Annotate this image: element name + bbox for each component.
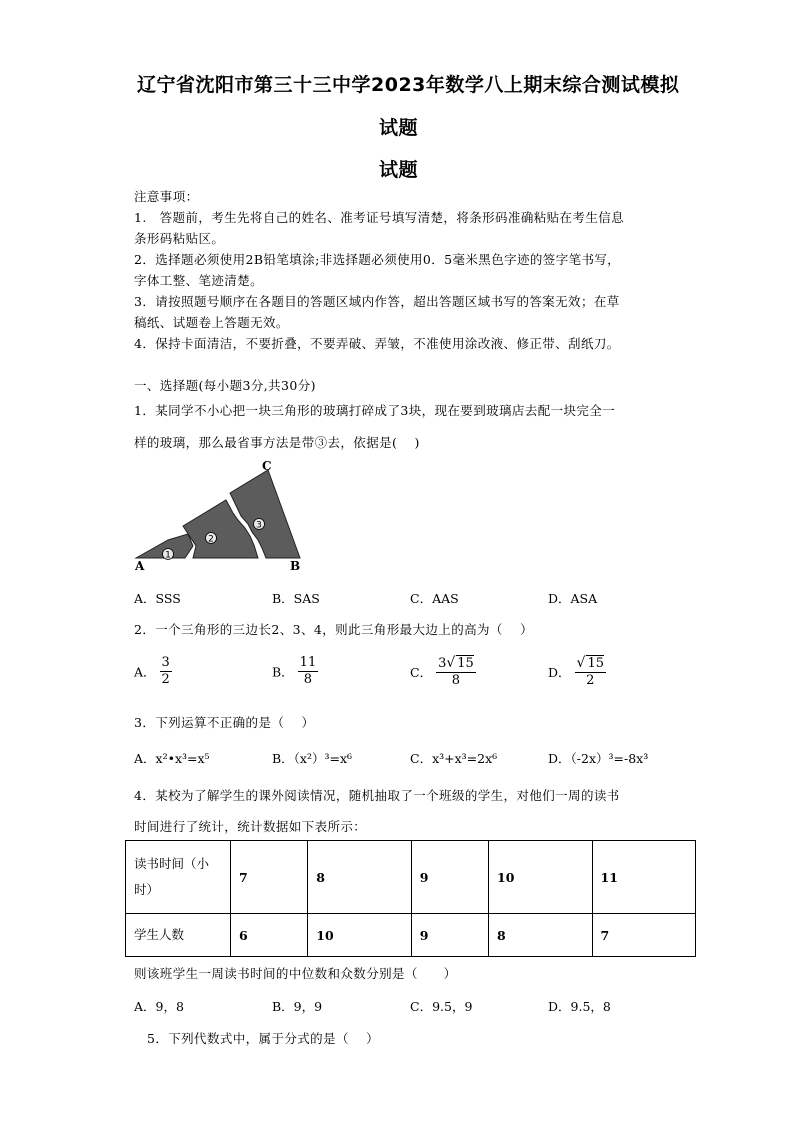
q2-option-b <box>272 655 318 688</box>
q1-option-c: C．AAS <box>410 591 459 606</box>
notes-item-2-cont: 字体工整、笔迹清楚。 <box>134 273 264 288</box>
q2-option-d-fraction: $\frac{√ 15}{2}$ <box>576 655 604 688</box>
sqrt-symbol: √ <box>576 655 586 671</box>
q3-option-b: B．（x²）³=x⁶ <box>272 751 353 766</box>
q2-option-d <box>548 655 606 689</box>
q2-option-b-fraction: $\frac{11}{8}$ <box>299 655 317 687</box>
table-cell: 11 <box>592 841 696 914</box>
page-title: 辽宁省沈阳市第三十三中学2023年数学八上期末综合测试模拟 <box>137 74 680 96</box>
q2-option-a-fraction: $\frac{3}{2}$ <box>161 655 170 687</box>
notes-heading: 注意事项： <box>134 189 199 204</box>
q4-option-a: A．9，8 <box>134 999 184 1014</box>
vertex-a-label: A <box>135 559 145 573</box>
table-cell: 8 <box>489 914 592 957</box>
table-row <box>126 841 696 914</box>
table-cell: 7 <box>231 841 308 914</box>
page-subtitle: 试题 <box>379 159 419 181</box>
table-cell: 7 <box>592 914 696 957</box>
piece-2-label: 2 <box>208 534 214 545</box>
row-header-reading-time: 读书时间（小时） <box>126 841 231 914</box>
q3-option-c: C．x³+x³=2x⁶ <box>410 751 498 766</box>
question-1-stem: 1．某同学不小心把一块三角形的玻璃打碎成了3块，现在要到玻璃店去配一块完全一 <box>134 403 616 418</box>
q2-option-c-label: C． <box>410 665 433 680</box>
q3-option-d: D．（-2x）³=-8x³ <box>548 751 649 766</box>
table-row <box>126 914 696 957</box>
vertex-b-label: B <box>290 559 301 573</box>
page-title-line2: 试题 <box>379 117 419 139</box>
q1-option-b: B．SAS <box>272 591 320 606</box>
q2-option-d-label: D． <box>548 665 571 680</box>
piece-3-label: 3 <box>256 520 262 531</box>
broken-triangle-figure <box>128 458 308 573</box>
q4-option-c: C．9.5，9 <box>410 999 473 1014</box>
q2-option-c-fraction: $\frac{3√ 15}{8}$ <box>438 655 474 688</box>
question-3-stem: 3．下列运算不正确的是（ ） <box>134 715 315 730</box>
table-cell: 9 <box>411 914 488 957</box>
question-4-stem-cont: 时间进行了统计，统计数据如下表所示： <box>134 819 367 834</box>
q2-option-a-label: A． <box>134 664 156 680</box>
question-4-stem: 4．某校为了解学生的课外阅读情况，随机抽取了一个班级的学生，对他们一周的读书 <box>134 788 620 803</box>
question-1-stem-cont: 样的玻璃，那么最省事方法是带③去，依据是( ) <box>134 435 420 450</box>
table-cell: 6 <box>231 914 308 957</box>
q2-option-a <box>134 655 172 688</box>
q2-option-b-label: B． <box>272 664 294 680</box>
q4-option-d: D．9.5，8 <box>548 999 611 1014</box>
row-header-student-count: 学生人数 <box>126 914 231 957</box>
question-4-followup: 则该班学生一周读书时间的中位数和众数分别是（ ） <box>134 966 457 981</box>
q2-option-c <box>410 655 476 689</box>
q4-option-b: B．9，9 <box>272 999 323 1014</box>
q3-option-a: A．x²•x³=x⁵ <box>134 751 210 766</box>
notes-item-2: 2．选择题必须使用2B铅笔填涂;非选择题必须使用0．5毫米黑色字迹的签字笔书写， <box>134 252 621 267</box>
reading-time-table <box>125 840 696 957</box>
notes-item-1: 1. 答题前，考生先将自己的姓名、准考证号填写清楚，将条形码准确粘贴在考生信息 <box>134 210 625 225</box>
q1-option-a: A．SSS <box>134 591 181 606</box>
question-2-stem: 2．一个三角形的三边长2、3、4，则此三角形最大边上的高为（ ） <box>134 622 533 637</box>
table-cell: 10 <box>308 914 411 957</box>
notes-item-4: 4．保持卡面清洁，不要折叠，不要弄破、弄皱，不准使用涂改液、修正带、刮纸刀。 <box>134 336 620 351</box>
q1-option-d: D．ASA <box>548 591 598 606</box>
sqrt-symbol: √ <box>446 655 456 671</box>
table-cell: 9 <box>411 841 488 914</box>
notes-item-1-cont: 条形码粘贴区。 <box>134 231 225 246</box>
question-5-stem: 5．下列代数式中，属于分式的是（ ） <box>147 1031 380 1046</box>
notes-item-3-cont: 稿纸、试题卷上答题无效。 <box>134 315 289 330</box>
piece-1-label: 1 <box>165 550 171 561</box>
table-cell: 10 <box>489 841 592 914</box>
vertex-c-label: C <box>262 459 272 473</box>
section-heading: 一、选择题(每小题3分,共30分) <box>134 378 316 393</box>
notes-item-3: 3．请按照题号顺序在各题目的答题区域内作答，超出答题区域书写的答案无效；在草 <box>134 294 620 309</box>
table-cell: 8 <box>308 841 411 914</box>
